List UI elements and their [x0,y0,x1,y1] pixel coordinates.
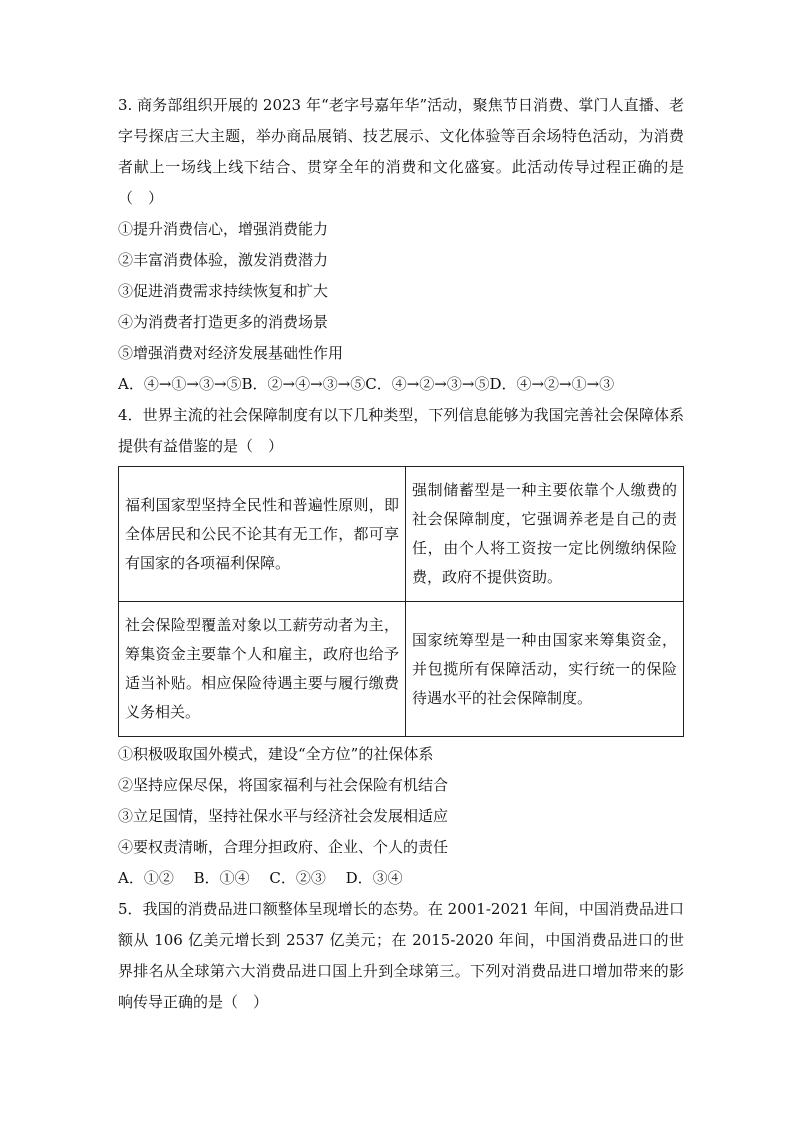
question-3-item-1: ①提升消费信心，增强消费能力 [118,220,329,238]
social-insurance-cell: 社会保险型覆盖对象以工薪劳动者为主，筹集资金主要靠个人和雇主，政府也给予适当补贴。相应保险待遇主要与履行缴费义务相关。 [119,602,406,737]
social-security-table [118,466,684,737]
question-4-item-3: ③立足国情，坚持社保水平与经济社会发展相适应 [118,807,449,825]
question-3-item-3: ③促进消费需求持续恢复和扩大 [118,282,329,300]
question-4-options: A．①② B．①④ C．②③ D．③④ [118,869,403,887]
question-3-item-4: ④为消费者打造更多的消费场景 [118,313,329,331]
welfare-state-cell: 福利国家型坚持全民性和普遍性原则，即全体居民和公民不论其有无工作，都可享有国家的各项福利保障。 [119,467,406,602]
question-3-stem: 3. 商务部组织开展的 2023 年“老字号嘉年华”活动，聚焦节日消费、掌门人直播、老字号探店三大主题，举办商品展销、技艺展示、文化体验等百余场特色活动，为消费者献上一场线上线下结合、贯穿全年的消费和文化盛宴。此活动传导过程正确的是（ ） [118,96,684,207]
question-4-stem: 4．世界主流的社会保障制度有以下几种类型，下列信息能够为我国完善社会保障体系提供有益借鉴的是（ ） [118,406,684,455]
question-content [118,90,684,1018]
question-3-item-2: ②丰富消费体验，激发消费潜力 [118,251,329,269]
compulsory-savings-cell: 强制储蓄型是一种主要依靠个人缴费的社会保障制度，它强调养老是自己的责任，由个人将工资按一定比例缴纳保险费，政府不提供资助。 [406,467,684,602]
table-row [119,602,684,737]
question-4-item-4: ④要权责清晰，合理分担政府、企业、个人的责任 [118,838,449,856]
state-planned-cell: 国家统筹型是一种由国家来筹集资金，并包揽所有保障活动，实行统一的保险待遇水平的社会保障制度。 [406,602,684,737]
question-3-item-5: ⑤增强消费对经济发展基础性作用 [118,344,344,362]
table-row [119,467,684,602]
question-5-stem: 5．我国的消费品进口额整体呈现增长的态势。在 2001-2021 年间，中国消费品进口额从 106 亿美元增长到 2537 亿美元；在 2015-2020 年间，中国消费品进口的世界排名从全球第六大消费品进口国上升到全球第三。下列对消费品进口增加带来的影响传导正确的是（ ） [118,900,684,1011]
question-3-options: A．④→①→③→⑤B．②→④→③→⑤C．④→②→③→⑤D．④→②→①→③ [118,375,615,393]
question-4-item-1: ①积极吸取国外模式，建设“全方位”的社保体系 [118,745,434,763]
question-4-item-2: ②坚持应保尽保，将国家福利与社会保险有机结合 [118,776,449,794]
